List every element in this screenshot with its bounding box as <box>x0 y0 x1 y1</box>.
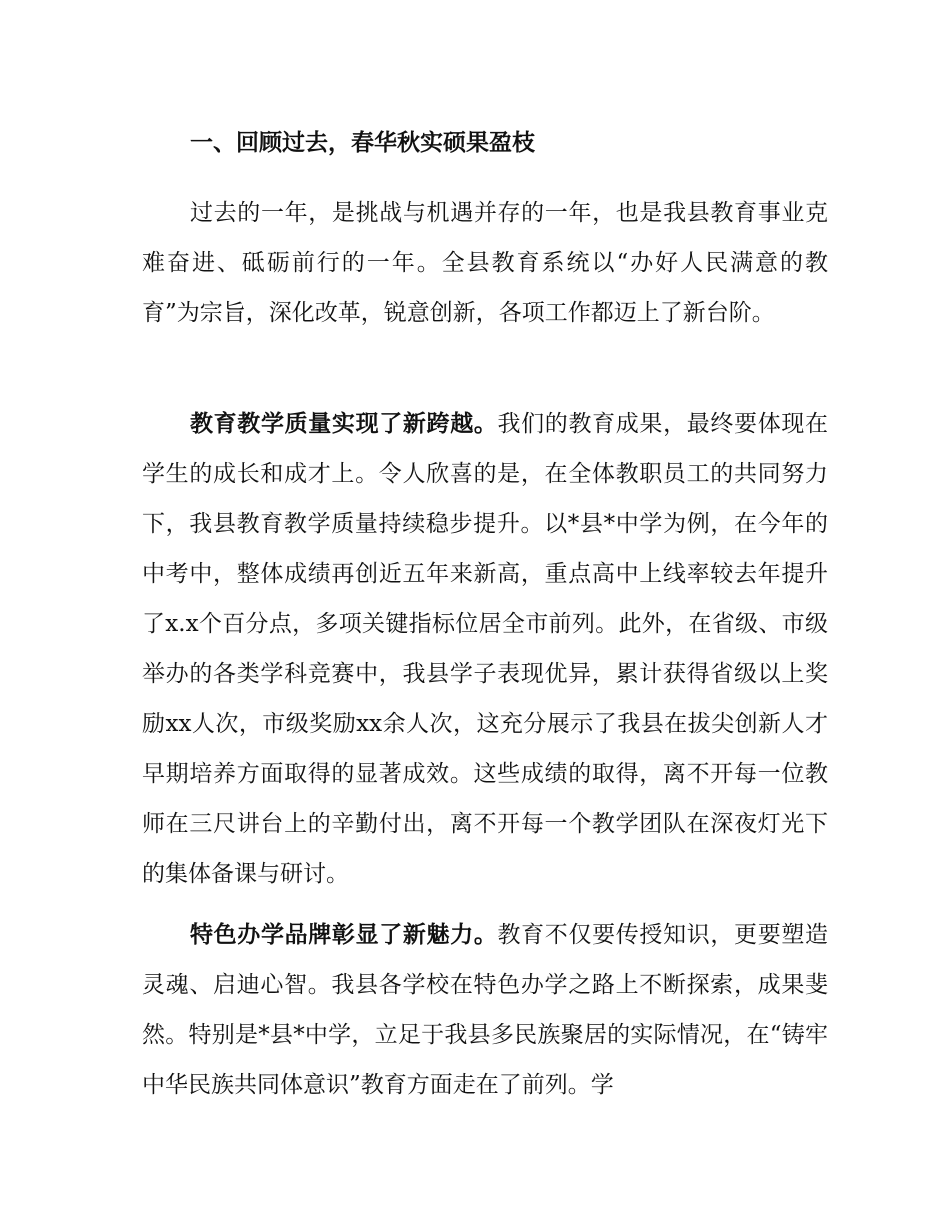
paragraph-lead: 特色办学品牌彰显了新魅力。 <box>190 922 498 948</box>
paragraph-text: 教育不仅要传授知识，更要塑造灵魂、启迪心智。我县各学校在特色办学之路上不断探索，成果斐然。特别是*县*中学，立足于我县多民族聚居的实际情况，在“铸牢中华民族共同体意识”教育方面走在了前列。学 <box>142 922 829 1098</box>
paragraph-text: 过去的一年，是挑战与机遇并存的一年，也是我县教育事业克难奋进、砥砺前行的一年。全县教育系统以“办好人民满意的教育”为宗旨，深化改革，锐意创新，各项工作都迈上了新台阶。 <box>142 200 828 326</box>
paragraph-teaching-quality <box>142 399 828 899</box>
paragraph-review <box>142 188 828 338</box>
paragraph-lead: 教育教学质量实现了新跨越。 <box>190 411 498 437</box>
section-heading: 一、回顾过去，春华秋实硕果盈枝 <box>190 130 535 156</box>
paragraph-text: 我们的教育成果，最终要体现在学生的成长和成才上。令人欣喜的是，在全体教职员工的共同努力下，我县教育教学质量持续稳步提升。以*县*中学为例，在今年的中考中，整体成绩再创近五年来新高，重点高中上线率较去年提升了x.x个百分点，多项关键指标位居全市前列。此外，在省级、市级举办的各类学科竞赛中，我县学子表现优异，累计获得省级以上奖励xx人次，市级奖励xx余人次，这充分展示了我县在拔尖创新人才早期培养方面取得的显著成效。这些成绩的取得，离不开每一位教师在三尺讲台上的辛勤付出，离不开每一个教学团队在深夜灯光下的集体备课与研讨。 <box>142 411 829 887</box>
paragraph-school-brand <box>142 910 828 1110</box>
